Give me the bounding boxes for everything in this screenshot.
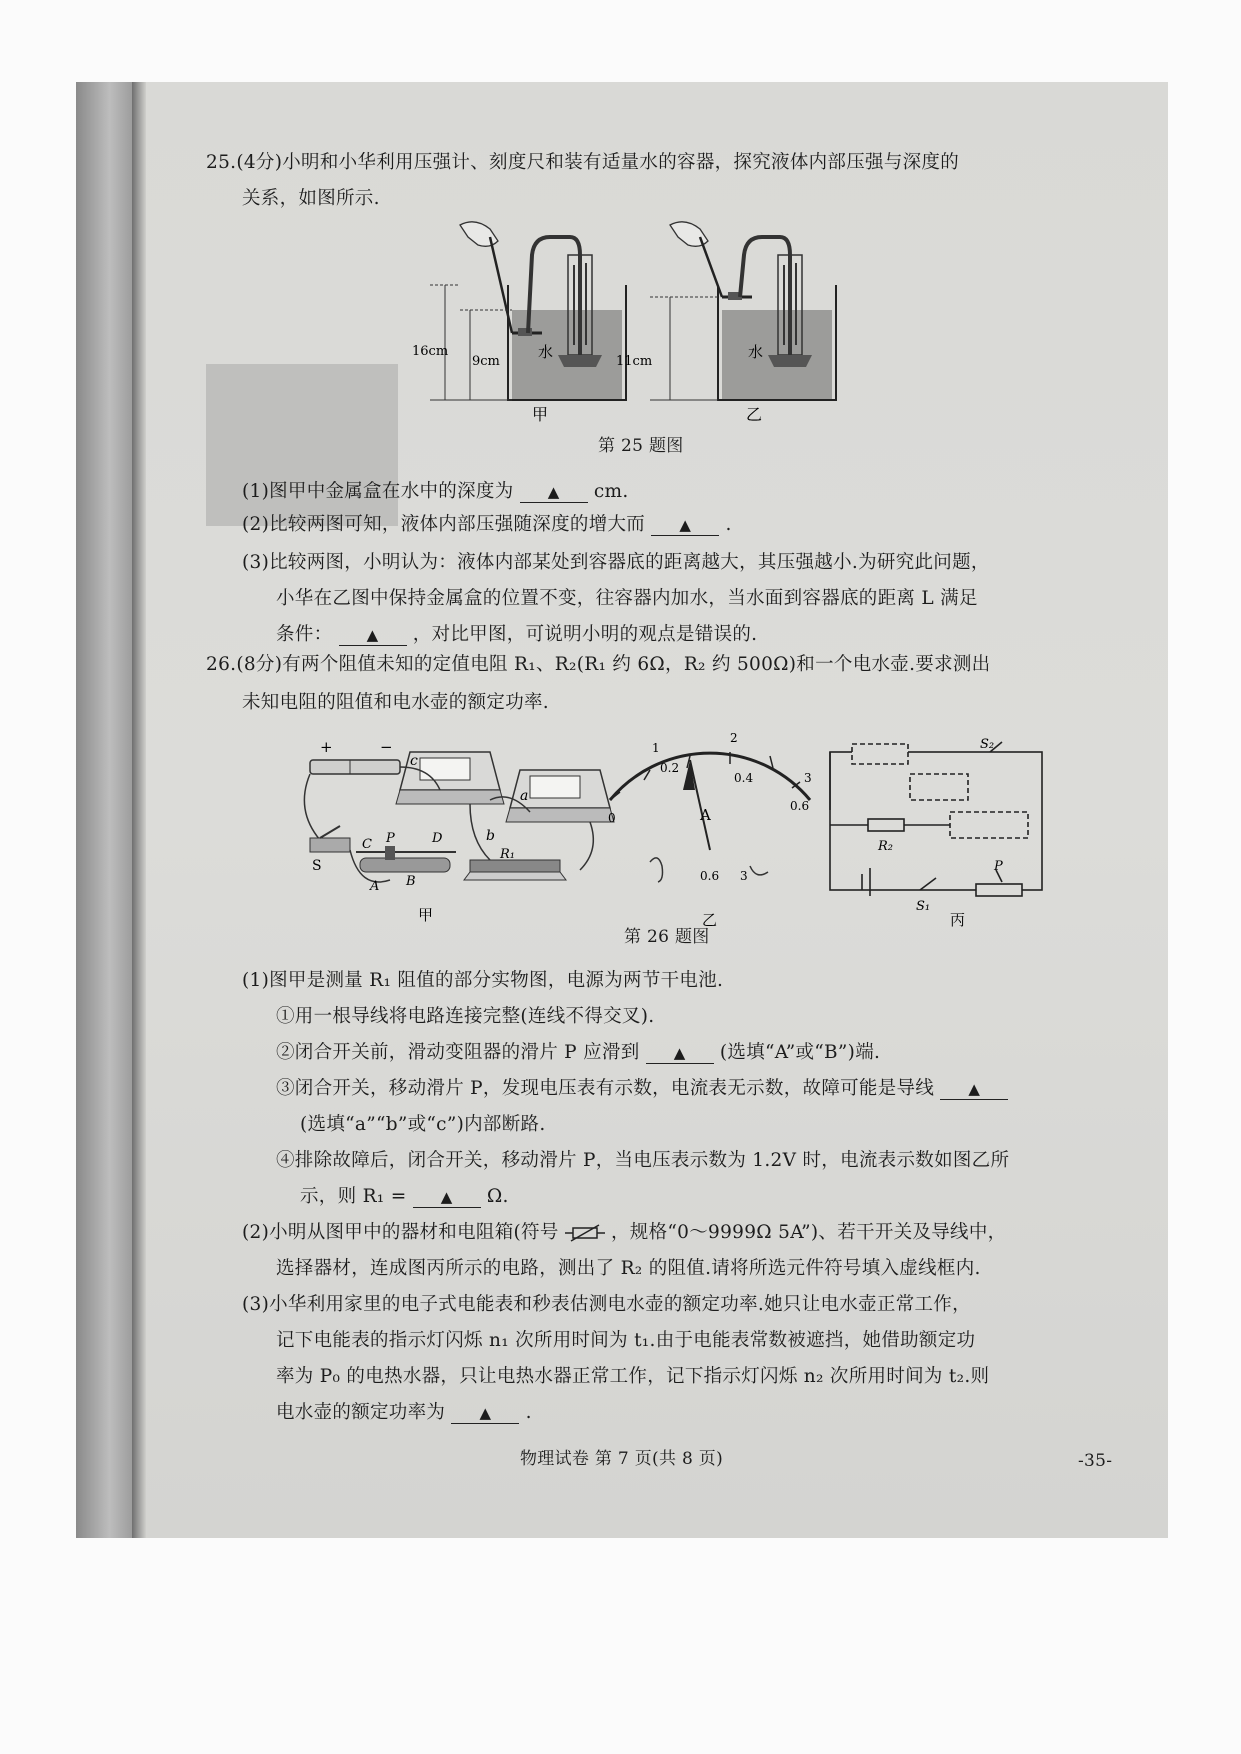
label-wire-a: a	[520, 788, 529, 804]
page-footer: 物理试卷 第 7 页(共 8 页)	[520, 1449, 724, 1469]
q26-part1-1: ①用一根导线将电路连接完整(连线不得交叉).	[276, 1006, 655, 1027]
q25-line1: 25.(4分)小明和小华利用压强计、刻度尺和装有适量水的容器，探究液体内部压强与深度的	[206, 152, 960, 173]
q25-part3-line1: (3)比较两图，小明认为：液体内部某处到容器底的距离越大，其压强越小.为研究此问题，	[242, 552, 990, 573]
q26-part1-4-line2: 示，则 R₁ = ▲ Ω.	[300, 1186, 509, 1207]
terminal-0-6: 0.6	[700, 869, 720, 883]
q26-line2: 未知电阻的阻值和电水壶的额定功率.	[242, 692, 549, 713]
container-jia	[430, 222, 626, 400]
answer-blank: ▲	[646, 1043, 714, 1064]
label-plus: +	[320, 738, 333, 756]
label-bing: 丙	[950, 911, 966, 929]
q26-part1: (1)图甲是测量 R₁ 阻值的部分实物图，电源为两节干电池.	[242, 970, 724, 991]
figure-26	[290, 730, 1070, 930]
page-number: -35-	[1078, 1451, 1113, 1471]
q26-part3-line3: 率为 P₀ 的电热水器，只让电热水器正常工作，记下指示灯闪烁 n₂ 次所用时间为 t₂.则	[276, 1366, 990, 1387]
q25-line2: 关系，如图所示.	[242, 188, 380, 209]
label-16cm: 16cm	[412, 344, 449, 359]
q26-figure-caption: 第 26 题图	[624, 927, 710, 947]
label-switch-s: S	[312, 858, 322, 874]
answer-blank: ▲	[451, 1403, 519, 1424]
scale-0-6: 0.6	[790, 799, 810, 813]
circuit-jia	[304, 752, 614, 882]
q25-part3-line2: 小华在乙图中保持金属盒的位置不变，往容器内加水，当水面到容器底的距离 L 满足	[276, 588, 978, 609]
q26-line1: 26.(8分)有两个阻值未知的定值电阻 R₁、R₂(R₁ 约 6Ω，R₂ 约 500Ω)和一个电水壶.要求测出	[206, 654, 991, 675]
label-jia: 甲	[532, 405, 549, 424]
label-9cm: 9cm	[472, 354, 500, 369]
label-ammeter-a: A	[700, 806, 711, 824]
q25-part3-line3: 条件： ▲ ，对比甲图，可说明小明的观点是错误的.	[276, 624, 758, 645]
q26-part3-line4: 电水壶的额定功率为 ▲ .	[276, 1402, 532, 1423]
resistance-box-symbol	[565, 1223, 605, 1243]
label-p: P	[386, 831, 395, 846]
scale-0-2: 0.2	[660, 761, 680, 775]
label-jia-26: 甲	[418, 906, 434, 924]
label-yi: 乙	[746, 405, 763, 424]
answer-blank: ▲	[520, 482, 588, 503]
scale-0: 0	[608, 811, 616, 825]
label-11cm: 11cm	[616, 354, 653, 369]
left-page-edge	[76, 82, 132, 1538]
scale-0-4: 0.4	[734, 771, 754, 785]
q26-part1-3-line2: (选填“a”“b”或“c”)内部断路.	[300, 1114, 546, 1135]
circuit-bing	[830, 742, 1042, 896]
q26-part2-line1: (2)小明从图甲中的器材和电阻箱(符号 ，规格“0～9999Ω 5A”)、若干开关及导线中，	[242, 1222, 1007, 1243]
label-c: C	[362, 837, 372, 852]
figure-25	[412, 215, 860, 425]
q25-part1: (1)图甲中金属盒在水中的深度为 ▲ cm.	[242, 481, 629, 502]
label-wire-b: b	[486, 828, 495, 844]
label-wire-c: c	[410, 753, 418, 769]
label-s2: S₂	[980, 737, 995, 752]
page-gutter-shadow	[132, 82, 146, 1538]
answer-blank: ▲	[651, 515, 719, 536]
answer-blank: ▲	[339, 625, 407, 646]
q26-part1-4-line1: ④排除故障后，闭合开关，移动滑片 P，当电压表示数为 1.2V 时，电流表示数如图乙所	[276, 1150, 1010, 1171]
label-p-bing: P	[994, 859, 1003, 874]
answer-blank: ▲	[940, 1079, 1008, 1100]
label-r2: R₂	[878, 839, 893, 854]
label-yi-26: 乙	[702, 911, 718, 929]
q26-part3-line2: 记下电能表的指示灯闪烁 n₁ 次所用时间为 t₁.由于电能表常数被遮挡，她借助额定功	[276, 1330, 976, 1351]
q26-part2-line2: 选择器材，连成图丙所示的电路，测出了 R₂ 的阻值.请将所选元件符号填入虚线框内.	[276, 1258, 981, 1279]
q25-figure-caption: 第 25 题图	[598, 436, 684, 456]
answer-blank: ▲	[413, 1187, 481, 1208]
scale-2: 2	[730, 731, 738, 745]
label-d: D	[432, 831, 443, 846]
scale-1: 1	[652, 741, 660, 755]
label-water-left: 水	[538, 343, 554, 361]
label-water-right: 水	[748, 343, 764, 361]
container-yi	[650, 222, 836, 400]
scale-3: 3	[804, 771, 812, 785]
label-minus: −	[380, 738, 393, 756]
label-a: A	[370, 879, 380, 894]
terminal-3: 3	[740, 869, 748, 883]
q25-part2: (2)比较两图可知，液体内部压强随深度的增大而 ▲ .	[242, 514, 732, 535]
label-b: B	[406, 874, 416, 889]
label-r1: R₁	[500, 847, 515, 862]
q26-part1-2: ②闭合开关前，滑动变阻器的滑片 P 应滑到 ▲ (选填“A”或“B”)端.	[276, 1042, 881, 1063]
label-s1: S₁	[916, 899, 931, 914]
q26-part3-line1: (3)小华利用家里的电子式电能表和秒表估测电水壶的额定功率.她只让电水壶正常工作，	[242, 1294, 971, 1315]
q26-part1-3-line1: ③闭合开关，移动滑片 P，发现电压表有示数，电流表无示数，故障可能是导线 ▲	[276, 1076, 1008, 1102]
